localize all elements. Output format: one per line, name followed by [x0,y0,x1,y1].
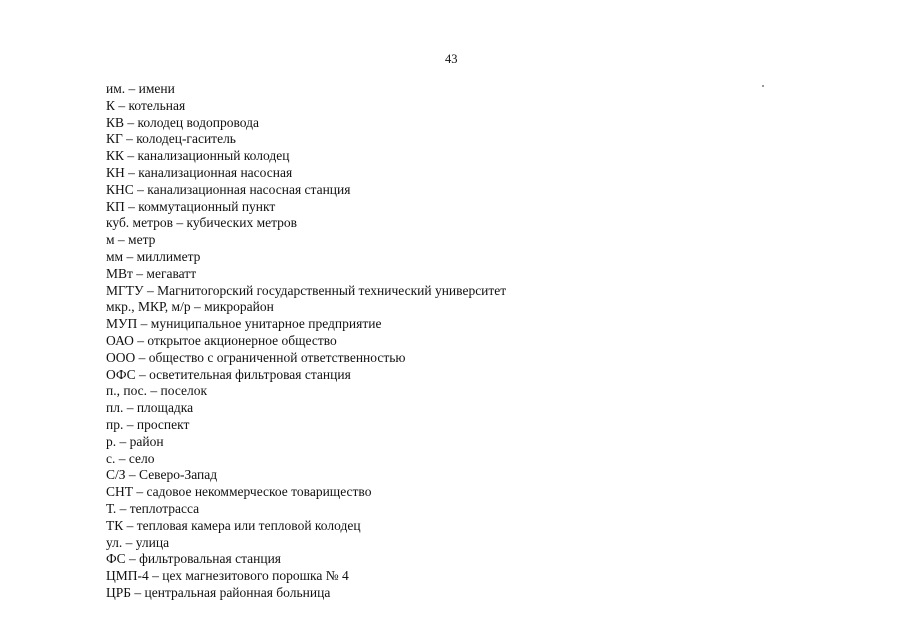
abbreviation-item: МУП – муниципальное унитарное предприятие [106,316,382,332]
abbreviation-list [106,81,506,602]
abbreviation-item: ФС – фильтровальная станция [106,551,282,567]
abbreviation-item: ЦРБ – центральная районная больница [106,584,331,600]
page-number: 43 [445,52,458,66]
abbreviation-item: пр. – проспект [106,416,190,432]
abbreviation-item: мкр., МКР, м/р – микрорайон [106,299,274,315]
abbreviation-item: СНТ – садовое некоммерческое товарищество [106,484,372,500]
abbreviation-item: п., пос. – поселок [106,383,208,399]
abbreviation-item: м – метр [106,232,156,248]
abbreviation-item: ул. – улица [106,534,170,550]
abbreviation-item: ООО – общество с ограниченной ответственностью [106,349,406,365]
abbreviation-item: К – котельная [106,97,186,113]
abbreviation-item: КНС – канализационная насосная станция [106,181,351,197]
abbreviation-item: КВ – колодец водопровода [106,114,260,130]
abbreviation-item: КГ – колодец-гаситель [106,131,236,147]
abbreviation-item: пл. – площадка [106,400,194,416]
abbreviation-item: ОАО – открытое акционерное общество [106,332,337,348]
abbreviation-item: мм – миллиметр [106,248,201,264]
abbreviation-item: с. – село [106,450,155,466]
abbreviation-item: ЦМП-4 – цех магнезитового порошка № 4 [106,568,349,584]
abbreviation-item: КП – коммутационный пункт [106,198,276,214]
abbreviation-item: МГТУ – Магнитогорский государственный технический университет [106,282,507,298]
abbreviation-item: куб. метров – кубических метров [106,215,298,231]
abbreviation-item: ОФС – осветительная фильтровая станция [106,366,351,382]
margin-mark [762,85,764,87]
abbreviation-item: С/З – Северо-Запад [106,467,218,483]
abbreviation-item: Т. – теплотрасса [106,500,200,516]
abbreviation-item: КК – канализационный колодец [106,148,290,164]
abbreviation-item: им. – имени [106,81,175,96]
abbreviation-item: ТК – тепловая камера или тепловой колодец [106,517,361,533]
abbreviation-item: р. – район [106,433,164,449]
abbreviation-item: КН – канализационная насосная [106,164,293,180]
abbreviation-item: МВт – мегаватт [106,265,197,281]
